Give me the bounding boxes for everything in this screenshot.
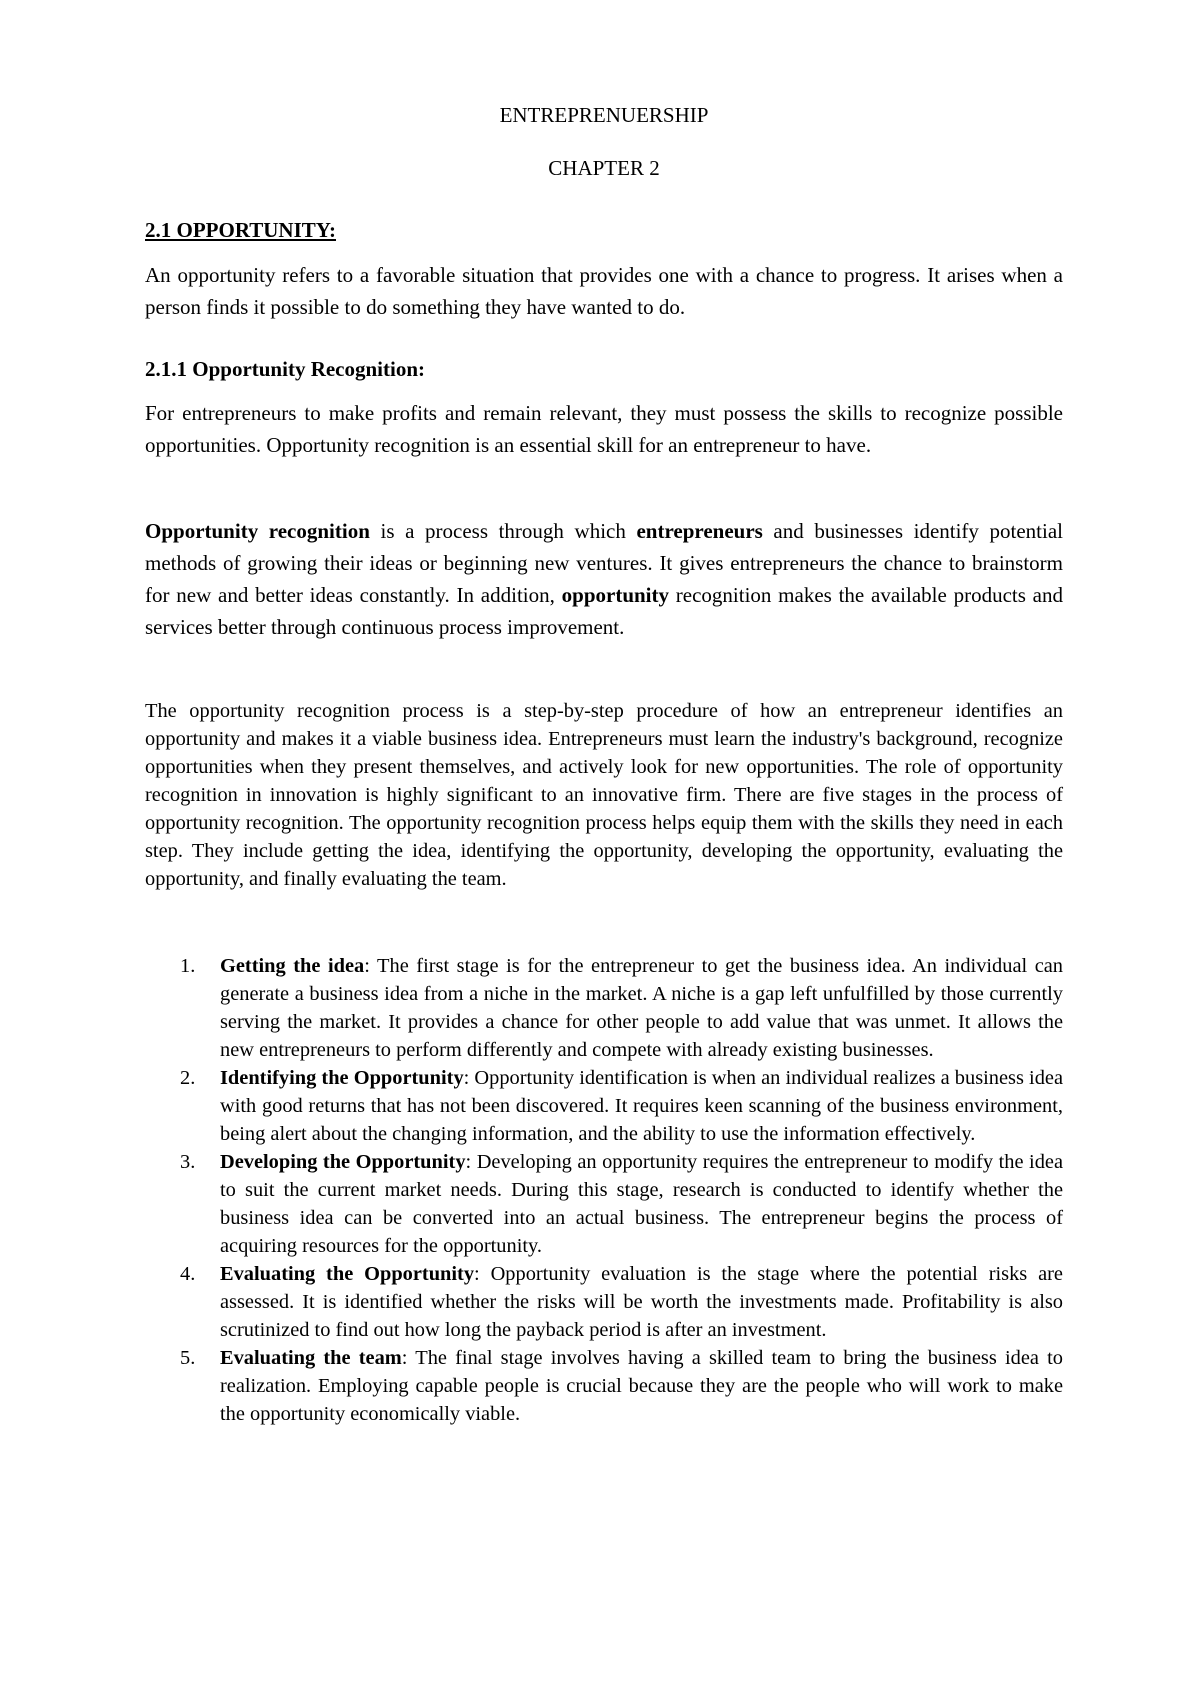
definition-paragraph: [145, 515, 1063, 643]
list-item: [145, 1148, 1063, 1260]
chapter-title: CHAPTER 2: [548, 156, 660, 180]
list-item: [145, 1260, 1063, 1344]
list-term: Developing the Opportunity: [220, 1151, 466, 1173]
bold-term-opportunity: opportunity: [561, 583, 670, 607]
subsection-paragraph: For entrepreneurs to make profits and remain relevant, they must possess the skills to recognize possible opportunities. Opportunity recognition is an essential skill for an entrepreneur to have.: [145, 401, 1063, 457]
list-number: 5.: [180, 1347, 196, 1369]
list-text: : Opportunity evaluation is the stage where the potential risks are assessed. It is identified whether the risks will be worth the investments made. Profitability is also scrutinized to find out how long the payback period is after an investment.: [220, 1263, 1063, 1341]
paragraph-text: recognition makes the available products and services better through continuous process improvement.: [145, 583, 1063, 639]
list-number: 3.: [180, 1151, 196, 1173]
list-text: : The first stage is for the entrepreneur to get the business idea. An individual can generate a business idea from a niche in the market. A niche is a gap left unfulfilled by those currently serving the market. It provides a chance for other people to add value that was unmet. It allows the new entrepreneurs to perform differently and compete with already existing businesses.: [220, 955, 1064, 1061]
list-term: Evaluating the Opportunity: [220, 1263, 475, 1285]
list-number: 2.: [180, 1067, 196, 1089]
bold-term-entrepreneurs: entrepreneurs: [636, 519, 763, 543]
list-term: Evaluating the team: [220, 1347, 402, 1369]
list-text: : Opportunity identification is when an individual realizes a business idea with good returns that has not been discovered. It requires keen scanning of the business environment, being alert about the changing information, and the ability to use the information effectively.: [220, 1067, 1063, 1145]
bold-term-opportunity-recognition: Opportunity recognition: [145, 519, 370, 543]
list-item: [145, 1344, 1063, 1428]
list-term: Getting the idea: [220, 955, 365, 977]
list-number: 1.: [180, 955, 196, 977]
list-term: Identifying the Opportunity: [220, 1067, 464, 1089]
document-title: ENTREPRENUERSHIP: [499, 103, 709, 127]
list-item: [145, 1064, 1063, 1148]
list-text: : The final stage involves having a skilled team to bring the business idea to realization. Employing capable people is crucial because they are the people who will work to make the opportunity economically viable.: [220, 1347, 1063, 1425]
list-item: [145, 952, 1063, 1064]
section-paragraph: An opportunity refers to a favorable situation that provides one with a chance to progress. It arises when a person finds it possible to do something they have wanted to do.: [145, 263, 1063, 319]
list-number: 4.: [180, 1263, 196, 1285]
list-text: : Developing an opportunity requires the entrepreneur to modify the idea to suit the current market needs. During this stage, research is conducted to identify whether the business idea can be converted into an actual business. The entrepreneur begins the process of acquiring resources for the opportunity.: [220, 1151, 1063, 1257]
process-paragraph: The opportunity recognition process is a step-by-step procedure of how an entrepreneur identifies an opportunity and makes it a viable business idea. Entrepreneurs must learn the industry's background, recognize opportunities when they present themselves, and actively look for new opportunities. The role of opportunity recognition in innovation is highly significant to an innovative firm. There are five stages in the process of opportunity recognition. The opportunity recognition process helps equip them with the skills they need in each step. They include getting the idea, identifying the opportunity, developing the opportunity, evaluating the opportunity, and finally evaluating the team.: [145, 700, 1063, 890]
stages-list: [145, 952, 1063, 1428]
subsection-heading: 2.1.1 Opportunity Recognition:: [145, 357, 426, 381]
section-heading: 2.1 OPPORTUNITY:: [145, 218, 336, 242]
paragraph-text: and businesses identify potential methods of growing their ideas or beginning new ventures. It gives entrepreneurs the chance to brainstorm for new and better ideas constantly. In addition,: [145, 519, 1063, 607]
paragraph-text: is a process through which: [369, 519, 637, 543]
